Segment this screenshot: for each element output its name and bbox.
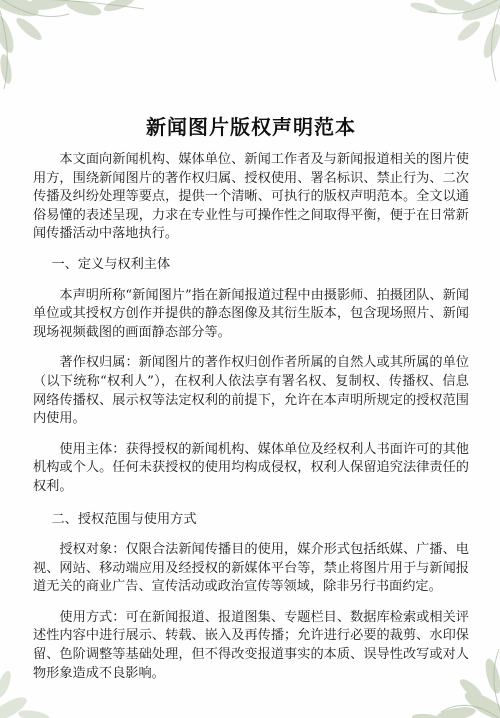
intro-paragraph: 本文面向新闻机构、媒体单位、新闻工作者及与新闻报道相关的图片使用方，围绕新闻图片的著作权归属、授权使用、署名标识、禁止行为、二次传播及纠纷处理等要点，提供一个清晰、可执行的版权声明范本。全文以通俗易懂的表述呈现，力求在专业性与可操作性之间取得平衡，便于在日常新闻传播活动中落地执行。	[33, 152, 469, 242]
paragraph-authorization-target: 授权对象：仅限合法新闻传播目的使用，媒介形式包括纸媒、广播、电视、网站、移动端应用及经授权的新媒体平台等，禁止将图片用于与新闻报道无关的商业广告、宣传活动或政治宣传等领域，除非另行书面约定。	[33, 542, 469, 595]
section-heading-authorization-scope: 二、授权范围与使用方式	[51, 511, 197, 527]
leaf-decoration-top-right	[384, 0, 500, 91]
paragraph-copyright-ownership: 著作权归属：新闻图片的著作权归创作者所属的自然人或其所属的单位（以下统称“权利人”），在权利人依法享有署名权、复制权、传播权、信息网络传播权、展示权等法定权利的前提下，允许在本声明所规定的授权范围内使用。	[33, 355, 469, 427]
section-heading-definitions: 一、定义与权利主体	[51, 256, 171, 272]
paragraph-usage-subject: 使用主体：获得授权的新闻机构、媒体单位及经权利人书面许可的其他机构或个人。任何未获授权的使用均构成侵权，权利人保留追究法律责任的权利。	[33, 441, 469, 494]
document-body	[33, 112, 469, 695]
document-title: 新闻图片版权声明范本	[146, 115, 356, 139]
paragraph-usage-method: 使用方式：可在新闻报道、报道图集、专题栏目、数据库检索或相关评述性内容中进行展示、转载、嵌入及再传播；允许进行必要的裁剪、水印保留、色阶调整等基础处理，但不得改变报道事实的本质、误导性改写或对人物形象造成不良影响。	[33, 609, 469, 681]
leaf-decoration-top-left	[0, 0, 159, 104]
paragraph-news-image-definition: 本声明所称“新闻图片”指在新闻报道过程中由摄影师、拍摄团队、新闻单位或其授权方创作并提供的静态图像及其衍生版本，包含现场照片、新闻现场视频截图的画面静态部分等。	[33, 287, 469, 340]
